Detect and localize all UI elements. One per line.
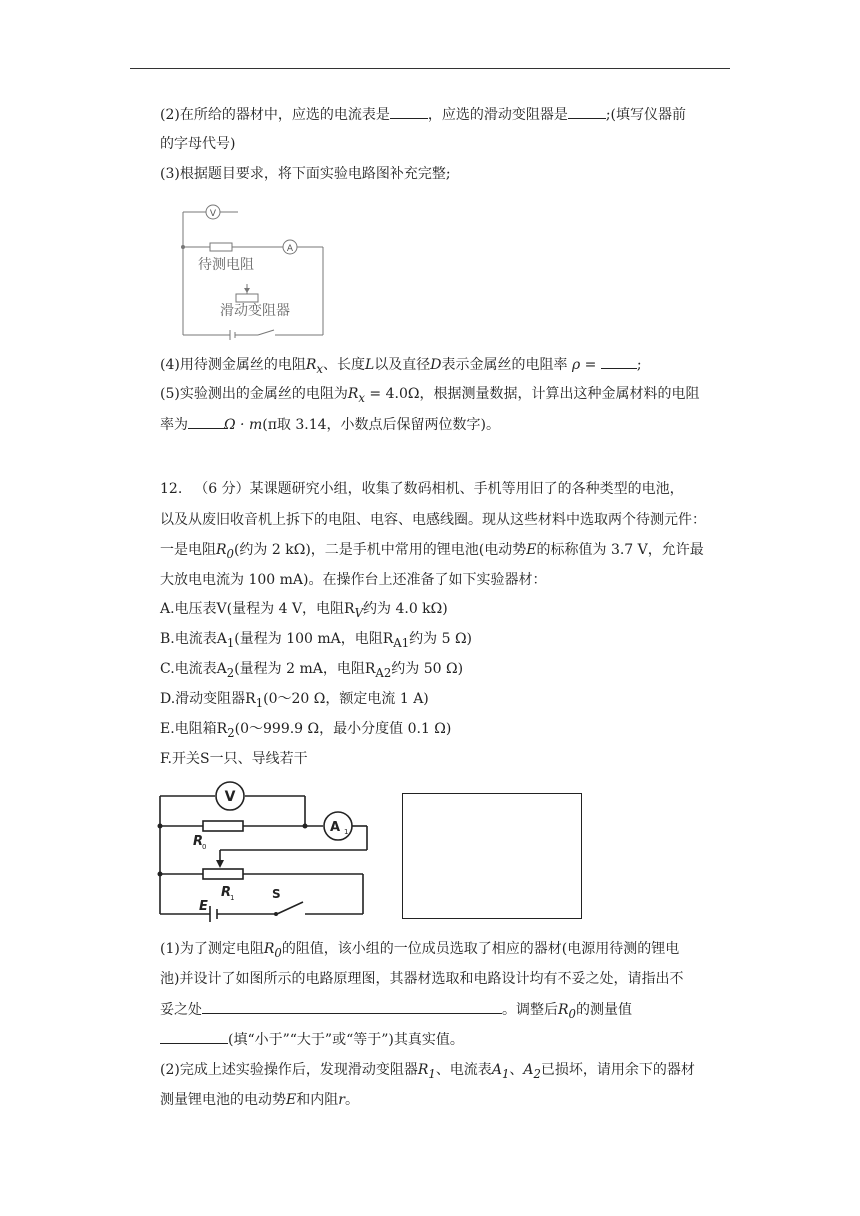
text: C.电流表A: [160, 661, 227, 677]
answer-blank[interactable]: [160, 1029, 228, 1044]
item-e: E.电阻箱$R_2(0\sim 999.9$ Ω，最小分度值 0.1 Ω): [160, 721, 452, 740]
text: ，应选的滑动变阻器是: [427, 107, 568, 123]
text: 一是电阻: [160, 542, 216, 558]
r1-symbol: [203, 869, 243, 879]
voltmeter-label: V: [209, 209, 217, 219]
ammeter-label: A: [329, 820, 341, 835]
text: 已损坏，请用余下的器材: [540, 1062, 695, 1078]
sub-2-line-1: (2)完成上述实验操作后，发现滑动变阻器$R_1$、电流表$A_1$、$A_2$已损坏，请用余下的器材: [160, 1062, 695, 1081]
question-12-line-3: 一是电阻$R_0$(约为 2 kΩ)，二是手机中常用的锂电池(电动势E的标称值为 3.7 V，允许最: [160, 542, 704, 561]
question-5-line-2: 率为 Ω · m(π取 3.14，小数点后保留两位数字)。: [160, 414, 500, 435]
text: (量程为 100 mA，电阻R: [234, 631, 394, 647]
question-number: 12.: [160, 481, 183, 497]
resistor-label: 待测电阻: [198, 257, 254, 273]
circuit-figure-2: [155, 778, 380, 923]
text: 。: [344, 1092, 359, 1108]
text: 、长度: [322, 357, 365, 373]
voltmeter-label: V: [224, 789, 236, 805]
item-a: A.电压表V(量程为 4 V，电阻$R_V$约为 4.0 kΩ): [160, 601, 448, 620]
r1-label: R: [221, 885, 232, 900]
r0-label: R: [193, 834, 204, 849]
text: (4)用待测金属丝的电阻: [160, 357, 306, 373]
question-4: (4)用待测金属丝的电阻$R_x$、长度L以及直径D表示金属丝的电阻率 ρ = ;: [160, 354, 642, 379]
circuit-figure-1: [178, 200, 328, 340]
text: (2)完成上述实验操作后，发现滑动变阻器: [160, 1062, 418, 1078]
ammeter-label: A: [286, 244, 294, 254]
text: 、电流表: [435, 1062, 492, 1078]
answer-blank[interactable]: [390, 104, 428, 119]
text: 以及直径: [374, 357, 431, 373]
text: (0～999.9 Ω，最小分度值 0.1 Ω): [234, 721, 452, 737]
text: 的阻值，该小组的一位成员选取了相应的器材(电源用待测的锂电: [281, 941, 680, 957]
rheostat-symbol: [236, 294, 258, 302]
text: 约为 5 Ω): [409, 631, 473, 647]
r0-subscript: 0: [202, 843, 207, 851]
text: (约为 2 kΩ)，二是手机中常用的锂电池(电动势: [233, 542, 527, 558]
question-5-line-1: (5)实验测出的金属丝的电阻为$R_x = 4.0\Omega$，根据测量数据，计算出这种金属材料的电阻: [160, 386, 700, 405]
header-rule: [130, 68, 730, 69]
text: 测量锂电池的电动势: [160, 1092, 286, 1108]
answer-blank[interactable]: [601, 354, 637, 369]
text: 的测量值: [575, 1002, 632, 1018]
sub-1-line-2: 池)并设计了如图所示的电路原理图，其器材选取和电路设计均有不妥之处，请指出不: [160, 971, 684, 987]
emf-label: E: [199, 899, 208, 914]
text: (2)在所给的器材中，应选的电流表是: [160, 107, 390, 123]
ammeter-subscript: 1: [344, 828, 349, 836]
r1-subscript: 1: [230, 894, 235, 902]
answer-blank[interactable]: [568, 104, 606, 119]
question-2-line-1: [160, 104, 686, 125]
text: (π取 3.14，小数点后保留两位数字)。: [262, 417, 500, 433]
sub-1-line-3: 妥之处 。调整后$R_0$的测量值: [160, 999, 632, 1024]
answer-drawing-box[interactable]: [402, 793, 582, 919]
switch-label: S: [272, 887, 281, 901]
text: (0～20 Ω，额定电流 1 A): [263, 691, 429, 707]
text: ;(填写仪器前: [605, 107, 687, 123]
text: 约为 4.0 kΩ): [363, 601, 448, 617]
sub-2-line-2: 测量锂电池的电动势E和内阻r。: [160, 1092, 359, 1108]
text: ;: [636, 357, 642, 373]
text: (量程为 2 mA，电阻R: [234, 661, 376, 677]
item-f: F.开关S一只、导线若干: [160, 751, 308, 767]
question-12-line-2: 以及从废旧收音机上拆下的电阻、电容、电感线圈。现从这些材料中选取两个待测元件：: [160, 512, 706, 528]
item-b: B.电流表$A_1$(量程为 100 mA，电阻$R_{A1}$约为 5 Ω): [160, 631, 473, 650]
text: 表示金属丝的电阻率: [441, 357, 568, 373]
sub-1-line-1: (1)为了测定电阻$R_0$的阻值，该小组的一位成员选取了相应的器材(电源用待测的锂电: [160, 941, 680, 960]
text: E.电阻箱R: [160, 721, 228, 737]
text: (5)实验测出的金属丝的电阻为: [160, 386, 348, 402]
item-c: C.电流表$A_2$(量程为 2 mA，电阻$R_{A2}$约为 50 Ω): [160, 661, 464, 680]
answer-blank[interactable]: [188, 414, 224, 429]
text: 的标称值为 3.7 V，允许最: [536, 542, 704, 558]
text: A.电压表V(量程为 4 V，电阻R: [160, 601, 355, 617]
text: 。调整后: [502, 1002, 558, 1018]
resistor-symbol: [210, 243, 232, 251]
r0-symbol: [203, 821, 243, 831]
text: ，根据测量数据，计算出这种金属材料的电阻: [419, 386, 700, 402]
text: 妥之处: [160, 1002, 202, 1018]
question-12-line-1: [160, 479, 684, 499]
rheostat-label: 滑动变阻器: [220, 303, 290, 319]
text: 率为: [160, 417, 188, 433]
text: (1)为了测定电阻: [160, 941, 264, 957]
question-12-line-4: 大放电电流为 100 mA)。在操作台上还准备了如下实验器材：: [160, 572, 547, 588]
switch-symbol: [277, 902, 303, 914]
text: (填“小于”“大于”或“等于”)其真实值。: [228, 1032, 464, 1048]
question-3: (3)根据题目要求，将下面实验电路图补充完整;: [160, 166, 451, 182]
item-d: D.滑动变阻器$R_1(0\sim 20$ Ω，额定电流 1 A): [160, 691, 429, 710]
text: （6 分）某课题研究小组，收集了数码相机、手机等用旧了的各种类型的电池，: [194, 481, 684, 497]
text: 和内阻: [296, 1092, 339, 1108]
sub-1-line-4: [160, 1029, 464, 1050]
answer-blank[interactable]: [202, 999, 502, 1014]
text: D.滑动变阻器R: [160, 691, 256, 707]
question-2-line-2: 的字母代号): [160, 136, 236, 152]
text: 约为 50 Ω): [391, 661, 464, 677]
text: B.电流表A: [160, 631, 227, 647]
switch-symbol: [258, 330, 274, 335]
